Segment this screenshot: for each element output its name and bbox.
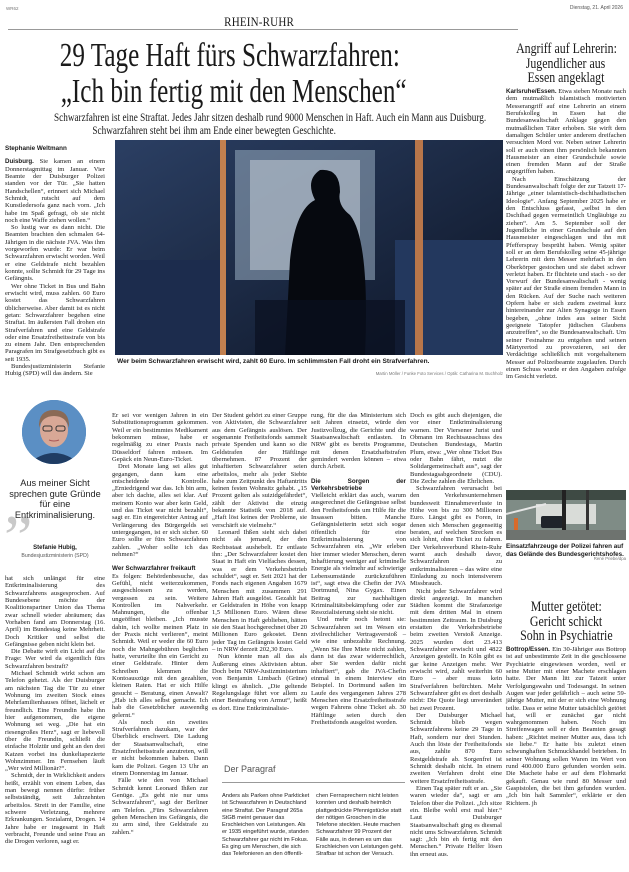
article-column-5: [410, 412, 502, 858]
paragraph-list: [410, 412, 502, 858]
title-line: Essen angeklagt: [527, 70, 605, 86]
subheading: Die Sorgen der Verkehrsbetriebe: [311, 477, 406, 492]
title-line: Gericht schickt: [529, 613, 603, 630]
headline-line-1: [0, 38, 428, 74]
paragraph-text: Fälle wie den von Michael Schmidt kennt Leonard Ihßen zur Genüge. „Es geht nie nur ums Schwarzfahren“, sagt der Berliner am Telefon. „Fürs Schwarzfahren gehen Menschen ins Gefängnis, die zu arm sind, ihre Geldstrafe zu zahlen.“: [112, 777, 208, 836]
police-photo-credit: René Priebe/dpa: [593, 556, 626, 561]
quotation-mark-icon: „: [4, 466, 33, 537]
paragraph: [5, 283, 105, 363]
paragraph-text: Nach Einschätzung der Bundesanwaltschaft folgte der zur Tatzeit 17-Jährige „einer islamistisch-dschihadistischen Ideologie“. Anfang September 2025 habe er den Entschluss gefasst, „selbst in den Dschihad gegen vermeintlich Ungläubige zu ziehen“. Am 5. September soll der Jugendliche in einer Grundschule auf den Hausmeister eingeschlagen und ihn mit Pfefferspray besprüht haben. Wenig später soll er an dem Berufskolleg seine 45-jährige Lehrerin mit dem Messer mehrfach in den Oberkörper gestochen und sie dabei schwer verletzt haben. Er flüchtete und stach - so der Vorwurf der Bundesanwaltschaft - wenig später auf der Straße einem fremden Mann in den Rücken. Auf der Suche nach weiteren Opfern habe er sich zudem zweimal kurz hintereinander zur Alten Synagoge in Essen begeben, „ohne indes aus seiner Sicht geeignete Tatopfer jüdischen Glaubens anzutreffen“, so die Bundesanwaltschaft. Um seiner Festnahme zu entgehen und seinen Märtyrertod zu provozieren, sei der Verdächtige schließlich mit vorgehaltenem Messer auf Polizeibeamte zugelaufen. Durch einen Schuss wurde er den Angaben zufolge im Gesicht verletzt.: [506, 175, 626, 381]
paragraph: [112, 412, 208, 463]
headline-line-2: [0, 74, 428, 110]
paragraph: [410, 412, 502, 485]
paragraph: [5, 670, 105, 772]
paragraph: [410, 588, 502, 712]
paragraph: [212, 529, 307, 653]
dateline: Bottrop/Essen.: [506, 646, 551, 653]
paragraph-list: [5, 575, 105, 846]
paragraph-text: Einen Tag später ruft er an. „Sie waren wieder da“, sagt er am Telefon über die Polizei. „Ich sitze ein. Bleibe wohl erst mal hier.“ Laut Duisburger Staatsanwaltschaft ging es diesmal nicht ums Schwarzfahren. Schmidt sagt: „Ich bin eh fertig mit den Menschen.“ Private Helfer lösen ihn erneut aus.: [410, 784, 502, 858]
infobox-title: Der Paragraf: [224, 764, 276, 774]
paragraph: [410, 785, 502, 858]
train-interior-image: [115, 140, 503, 355]
paragraph-text: Vielleicht erklärt das auch, warum ausgerechnet die Gefängnisse selbst den Freiheitsfonds um Hilfe für die Insassen bitten. Manche Gefängnisleiterin setzt sich sogar öffentlich für eine Entkriminalisierung von Schwarzfahren ein. „Wir erleben hier immer wieder Menschen, deren Inhaftierung weniger auf kriminelle Energie als vielmehr auf schwierige Lebensumstände zurückzuführen ist“, sagt etwa die Chefin der JVA Dortmund, Nina Gygax. Einen Beitrag zur nachhaltigen Kriminalitätsbekämpfung oder zur Resozialisierung sieht sie nicht.: [311, 492, 406, 617]
main-photo-credit: Martin Möller / Funke Foto Services / Optik: Catharina M. Buchholz: [375, 371, 503, 376]
paragraph-text: hat sich unlängst für eine Entkriminalisierung des Schwarzfahrens ausgesprochen. Auf Bundesebene möchte der Koalitionspartner Union das Thema zwar schnell wieder abräumen; das Vorhaben fand am Donnerstag (16. April) im Bundestag keine Mehrheit. Doch Kritiker und selbst die Gefängnisse geben nicht klein bei.: [5, 575, 105, 648]
quote-author: Stefanie Hubig,: [33, 545, 77, 551]
dateline: Karlsruhe/Essen.: [506, 88, 557, 95]
paragraph: [506, 88, 626, 176]
paragraph-text: Die Debatte wirft ein Licht auf die Frage: Wer wird da eigentlich fürs Schwarzfahren bestraft?: [5, 648, 105, 670]
paragraph: [506, 176, 626, 381]
page-date: Dienstag, 21. April 2026: [569, 5, 623, 11]
infobox-text-col-2: chen Fernsprechern nicht leisten konnten und deshalb heimlich plattgedrückte Pfennigstücke statt der nötigen Groschen in die Telefone steckten. Heute machen Schwarzfahrer 99 Prozent der Fälle aus, in denen es um das Erschleichen von Leistungen geht. Strafbar ist schon der Versuch.: [316, 793, 403, 858]
paragraph: [212, 412, 307, 529]
dateline: Duisburg.: [5, 158, 34, 166]
paragraph: [311, 616, 406, 726]
paragraph: [212, 653, 307, 712]
paragraph: [311, 412, 406, 471]
paragraph-text: Und mehr noch betont sie: Schwarzfahren sei im Wesen ein zivilrechtlicher Vertragsverstoß – wie eine unbezahlte Rechnung. „Wenn Sie Ihre Miete nicht zahlen, dann ist das zwar widerrechtlich, aber Sie werden dafür nicht inhaftiert“, gab die JVA-Chefin einmal in einem Interview ein Beispiel. In Dortmund saßen im Laufe des vergangenen Jahres 278 Menschen eine Ersatzfreiheitsstrafe wegen Fahrens ohne Ticket ab. 30 Häftlinge seien durch den Freiheitsfonds ausgelöst worden.: [311, 616, 406, 726]
title-line: Mutter getötet:: [530, 599, 602, 615]
article-column-2: [112, 412, 208, 836]
paragraph-list: [212, 412, 307, 712]
paragraph-text: So lustig war es dann nicht. Die Beamten brachten den schmalen 64-Jährigen in die nächste JVA. Was ihm vorgeworfen wurde: Er war beim Schwarzfahren erwischt worden. Weil er eine Geldstrafe nicht bezahlen konnte, sollte Schmidt für 29 Tage ins Gefängnis.: [5, 224, 105, 283]
paragraph: [112, 777, 208, 836]
paragraph: [112, 573, 208, 719]
paragraph-text: Wer ohne Ticket in Bus und Bahn erwischt wird, muss zahlen. 60 Euro kostet das Schwarzfahren üblicherweise. Aber damit ist es nicht getan: Schwarzfahrer begehen eine Straftat. Im äußersten Fall drohen ein Strafverfahren und eine Geldstrafe oder eine Ersatzfreiheitsstrafe von bis zu einem Jahr. Den entsprechenden Paragrafen im Strafgesetzbuch gibt es seit 1935.: [5, 282, 105, 363]
sidebar-article-2-title: [505, 600, 627, 644]
paragraph: [5, 772, 105, 845]
main-photo-train: [115, 140, 503, 355]
police-photo-caption: Einsatzfahrzeuge der Polizei fahren auf das Gelände des Bundesgerichtshofes.: [506, 543, 624, 558]
paragraph-text: Ein 30-Jähriger aus Bottrop ist auf unbestimmte Zeit in die geschlossene Psychiatrie eingewiesen worden, weil er seine Mutter mit einer Machete erschlagen hatte. Der Mann litt zur Tatzeit unter Verfolgungswahn und Todesangst. In seinen Augen war jeder gefährlich – auch seine 59-jährige Mutter, mit der er sich eine Wohnung teilte. Dass er seine Mutter tatsächlich getötet hat, will er zunächst gar nicht wahrgenommen haben. Noch im Streifenwagen soll er den Beamten gesagt haben: „Richtet meiner Mutter aus, dass ich sie liebe.“ Er hatte bis zuletzt einen schwunghaften Schmuckhandel betrieben. In seiner Wohnung sollen Waren im Wert von rund 400.000 Euro gefunden worden sein. Die Machete habe er auf dem Flohmarkt gekauft. Genau wie rund 80 Messer und Gaspistolen, die bei ihm gefunden wurden. „Ich bin halt Sammler“, erklärte er den Richtern. jh: [506, 646, 626, 807]
paragraph-text: Der Duisburger Michael Schmidt blieb wegen Schwarzfahrens keine 29 Tage in Haft, sondern nur drei Stunden. Auch ihn löste der Freiheitsfonds aus, zahlte 870 Euro Restgeldstrafe ab. Sorgenfrei ist Schmidt deshalb nicht. In einem zweiten Verfahren droht eine weitere Ersatzfreiheitsstrafe.: [410, 711, 502, 785]
subtitle-line-1: [0, 112, 487, 125]
paragraph-text: Der Student gehört zu einer Gruppe von Aktivisten, die Schwarzfahrer aus dem Gefängnis auslösen. Der sogenannte Freiheitsfonds sammelt private Spenden und kann so die Geldstrafen der Häftlinge übernehmen. 87 Prozent der inhaftierten Schwarzfahrer seien arbeitslos, mehr als jeder Siebte habe zum Zeitpunkt des Haftantritts keinen festen Wohnsitz gehabt. „15 Prozent gelten als suizidgefährdet“, zählt der Aktivist die einzig bekannte Statistik von 2018 auf. „Haft löst keines der Probleme, sie verschärft sie vielmehr.“: [212, 412, 307, 529]
title-line: Angriff auf Lehrerin:: [516, 41, 617, 57]
header-rule: [8, 29, 518, 30]
article-column-1-bottom: [5, 575, 105, 846]
sidebar-article-1-title: [505, 42, 627, 86]
paragraph-list: [112, 412, 208, 836]
headline-text-1: 29 Tage Haft fürs Schwarzfahren:: [59, 37, 400, 74]
sidebar-article-1-body: [506, 88, 626, 381]
paragraph-list: [5, 158, 105, 377]
portrait-image: [22, 400, 86, 464]
subheading: Wer Schwarzfahrer freikauft: [112, 565, 196, 573]
section-title: [0, 14, 629, 30]
headline-text-2: „Ich bin fertig mit den Menschen“: [60, 73, 407, 110]
police-vehicles-photo: [506, 490, 626, 540]
subtitle-text-1: Schwarzfahren ist eine Straftat. Jedes Jahr sitzen deshalb rund 9000 Menschen in Haft. Auch ein Mann aus Duisburg.: [54, 112, 487, 124]
infobox-text-col-1: Anders als Parken ohne Parkticket ist Schwarzfahren in Deutschland eine Straftat. Der Paragraf 265a StGB meint genauer das Erschleichen von Leistungen. Als er 1935 eingeführt wurde, standen Schwarzfahrer gar nicht im Fokus. Es ging um Menschen, die sich das Telefonieren an den öffentli-: [222, 793, 310, 858]
paragraph-text: Leonard Ihßen sieht sich dabei nicht als jemand, der den Rechtsstaat aushebelt. Er entlaste ihn: „Der Schwarzfahrer kostet den Staat in Haft ein Vielfaches dessen, was er dem Verkehrsbetrieb schuldet“, sagt er. Seit 2021 hat der Fonds nach eigenen Angaben 1679 Menschen mit zusammen 291 Jahren Haft ausgelöst. Gezahlt hat er Geldstrafen in Höhe von knapp 1,5 Millionen Euro. Wären diese Menschen in Haft geblieben, hätten sie den Staat hochgerechnet über 20 Millionen Euro gekostet. Denn jeder Tag im Gefängnis kostet Geld – in NRW derzeit 202,30 Euro.: [212, 529, 307, 653]
paragraph: [410, 712, 502, 785]
main-photo-caption: Wer beim Schwarzfahren erwischt wird, zahlt 60 Euro. Im schlimmsten Fall droht ein Strafverfahren.: [117, 358, 430, 365]
article-column-4: [311, 412, 406, 726]
portrait-stefanie-hubig: [22, 400, 86, 464]
paragraph-list: [506, 88, 626, 381]
paragraph: [5, 575, 105, 648]
paragraph-text: Sie kamen an einem Donnerstagmittag im Januar. Vier Beamte der Duisburger Polizei standen vor der Tür. „Sie hatten Handschellen“, erinnert sich Michael Schmidt, rutscht auf dem Kunstledersofa ganz nach vorn. „Ich habe im Spaß gefragt, ob sie nicht noch eine Waffe ziehen wollen.“: [5, 158, 105, 224]
article-column-3: [212, 412, 307, 712]
paragraph-text: Doch es gibt auch diejenigen, die vor einer Entkriminalisierung warnen. Der Viersener Jurist und Obmann im Rechtsausschuss des Deutschen Bundestags, Martin Plum, etwa: „Wer ohne Ticket Bus oder Bahn fährt, nutzt die Solidargemeinschaft aus“, sagt der Bundestagsabgeordnete (CDU). Die Zeche zahlen die Ehrlichen.: [410, 412, 502, 485]
paragraph-text: rung, für die das Ministerium sich seit Jahren einsetzt, würde den Justizvollzug, die Gerichte und die Staatsanwaltschaft entlasten. In NRW gibt es bereits Programme, mit denen Ersatzhaftstrafen gemindert werden können – etwa durch Arbeit.: [311, 412, 406, 471]
paragraph: [410, 485, 502, 587]
subtitle-line-2: [0, 125, 428, 138]
paragraph: [5, 224, 105, 283]
paragraph: [5, 648, 105, 670]
paragraf-infobox: [212, 760, 405, 868]
paragraph: [5, 158, 105, 224]
quote-author-role: Bundesjustizministerin (SPD): [21, 553, 89, 559]
page-code: WR62: [6, 6, 19, 11]
paragraph-list: [311, 412, 406, 726]
paragraph-text: Michael Schmidt wirkt schon am Telefon gehetzt. Als der Duisburger am nächsten Tag die Tür zu einer Wohnung im zweiten Stock eines Mehrfamilienhauses öffnet, lächelt er freundlich. Eine Freundin habe ihn hier aufgenommen, die eigene Wohnung sei weg. „Die hat ein riesengroßes Herz“, sagt er liebevoll über die Freundin, schließt die einfache Holztür und geht an den drei Katzen vorbei ins dunkeltapezierte Wohnzimmer. Im Fernsehen läuft „Wer wird Millionär?“.: [5, 670, 105, 773]
paragraph-list: [506, 646, 626, 807]
infobox-rule: [222, 782, 405, 783]
title-line: Jugendlicher aus: [526, 55, 606, 72]
paragraph-text: Als noch ein zweites Strafverfahren dazukam, war der Überblick erschwert. Die Ladung der Staatsanwaltschaft, eine Ersatzfreiheitsstrafe anzutreten, will er nicht bekommen haben. Dann kam die Polizei. Gegen 13 Uhr an einem Donnerstag im Januar.: [112, 718, 208, 777]
title-line: Sohn in Psychiatrie: [519, 628, 613, 644]
paragraph-text: Er sei vor wenigen Jahren in ein Substitutionsprogramm gekommen. Weil er ein bestimmtes Medikament bekommen müsse, habe er regelmäßig zu einer Praxis nach Düsseldorf fahren müssen. Im Gepäck ein Neun-Euro-Ticket.: [112, 412, 208, 463]
paragraph: [112, 719, 208, 778]
subtitle-text-2: Schwarzfahren steht bei ihm am Ende einer bewegten Geschichte.: [92, 125, 336, 137]
paragraph-text: Schmidt, der in Wirklichkeit anders heißt, erzählt von einem Leben, das man bewegt nennen dürfte: früher selbstständig, seit Jahrzehnten arbeitslos. Streit in der Familie, eine schwere Verletzung, mehrere Erkrankungen. Sozialamt, Drogen. 14 Jahre habe er insgesamt in Haft verbracht, Freunde und seine Frau an die Drogen verloren, sagt er.: [5, 772, 105, 846]
paragraph-text: Etwa sieben Monate nach dem mutmaßlich islamistisch motivierten Messerangriff auf eine Lehrerin an einem Berufskolleg in Essen hat die Bundesanwaltschaft Anklage gegen den mutmaßlichen Täter erhoben. Sie wirft dem damaligen Schüler unter anderem dreifachen versuchten Mord vor. Neben seiner Lehrerin soll er auch einen ihm persönlich bekannten Hausmeister an einer Grundschule sowie einen fremden Mann auf der Straße angegriffen haben.: [506, 88, 626, 176]
paragraph: [5, 363, 105, 378]
paragraph-text: Nicht jeder Schwarzfahrer wird direkt angezeigt. In manchen Städten kommt die Strafanzeige mit dem dritten Mal in einem bestimmten Zeitraum. In Duisburg erstatten die Verkehrsbetriebe beim zweiten Verstoß Anzeige. 2025 wurden dort 23.413 Schwarzfahrer erwischt und 4822 Anzeigen gestellt. In Köln gibt es gar keine Anzeigen mehr. Wer erwischt wird, zahlt weiterhin 60 Euro – aber muss kein Strafverfahren befürchten. Mehr Schwarzfahrer gibt es dort deshalb nicht: Die Quote liegt unverändert bei zwei Prozent.: [410, 587, 502, 712]
author-byline: Stephanie Weltmann: [5, 145, 67, 152]
paragraph: [112, 463, 208, 558]
paragraph-text: Schwarzfahren verursacht bei den Verkehrsunternehmen bundesweit Einnahmeverluste in Höhe von bis zu 300 Millionen Euro. Längst gibt es Foren, in denen sich Menschen gegenseitig beraten, auf welchen Strecken es sich lohnt, ohne Ticket zu fahren. Der Verkehrsverbund Rhein-Ruhr warnt auch deshalb davor, Schwarzfahren zu entkriminalisieren – das wäre eine Einladung zu noch intensiverem Missbrauch.: [410, 485, 502, 588]
paragraph-text: Nun könnte man all das als Äußerung eines Aktivisten abtun. Doch beim NRW-Justizministerium von Benjamin Limbach (Grüne) klingt es ähnlich. „Die geltende Regelungslage führt vor allem zu einer Bestrafung von Armut“, heißt es dort. Eine Entkriminalisie-: [212, 653, 307, 712]
paragraph-text: Es folgen: Behördenbesuche, das Gefühl, nicht weiterzukommen, ausgeschlossen zu werden, vergessen zu sein. Weitere Kontrollen im Nahverkehr. Mahnungen, die offenbar ungeöffnet bleiben. „Ich musste dahin, ich wollte meinen Platz in der Praxis nicht verlieren“, meint Schmidt. Weil er weder die 60 Euro noch die Mahngebühren beglichen hatte, verurteilte ihn ein Gericht zu einer Geldstrafe. Hinter dem Schreiben klemmen die Kontoauszüge mit den gezahlten, kleinen Raten. Hat er sich Hilfe gesucht – Beratung, einen Anwalt? „Hab ich alles selbst gemacht. Ich hab die Gesetzbücher auswendig gelernt.“: [112, 572, 208, 719]
paragraph: [311, 492, 406, 616]
article-column-1-top: [5, 145, 105, 378]
pull-quote: Aus meiner Sicht sprechen gute Gründe für eine Entkriminalisierung.: [9, 478, 101, 520]
sidebar-article-2-body: [506, 646, 626, 807]
paragraph-text: Drei Monate lang sei alles gut gegangen, dann kam eine entscheidende Kontrolle. „Erniedrigend war das. Ich bin arm, aber ich dachte, alles sei klar. Auf meinem Konto war aber kein Geld, und das Ticket war nicht bezahlt“, sagt er. Ein eingereichter Antrag auf Verlängerung des Bürgergelds sei untergegangen, ist er sich sicher. 60 Euro sollte er fürs Schwarzfahren zahlen. „Woher sollte ich das nehmen?“: [112, 463, 208, 558]
police-photo-image: [506, 490, 626, 540]
paragraph-text: Bundesjustizministerin Stefanie Hubig (SPD) will das ändern. Sie: [5, 363, 105, 378]
section-title-text: RHEIN-RUHR: [224, 14, 295, 29]
paragraph: [506, 646, 626, 807]
